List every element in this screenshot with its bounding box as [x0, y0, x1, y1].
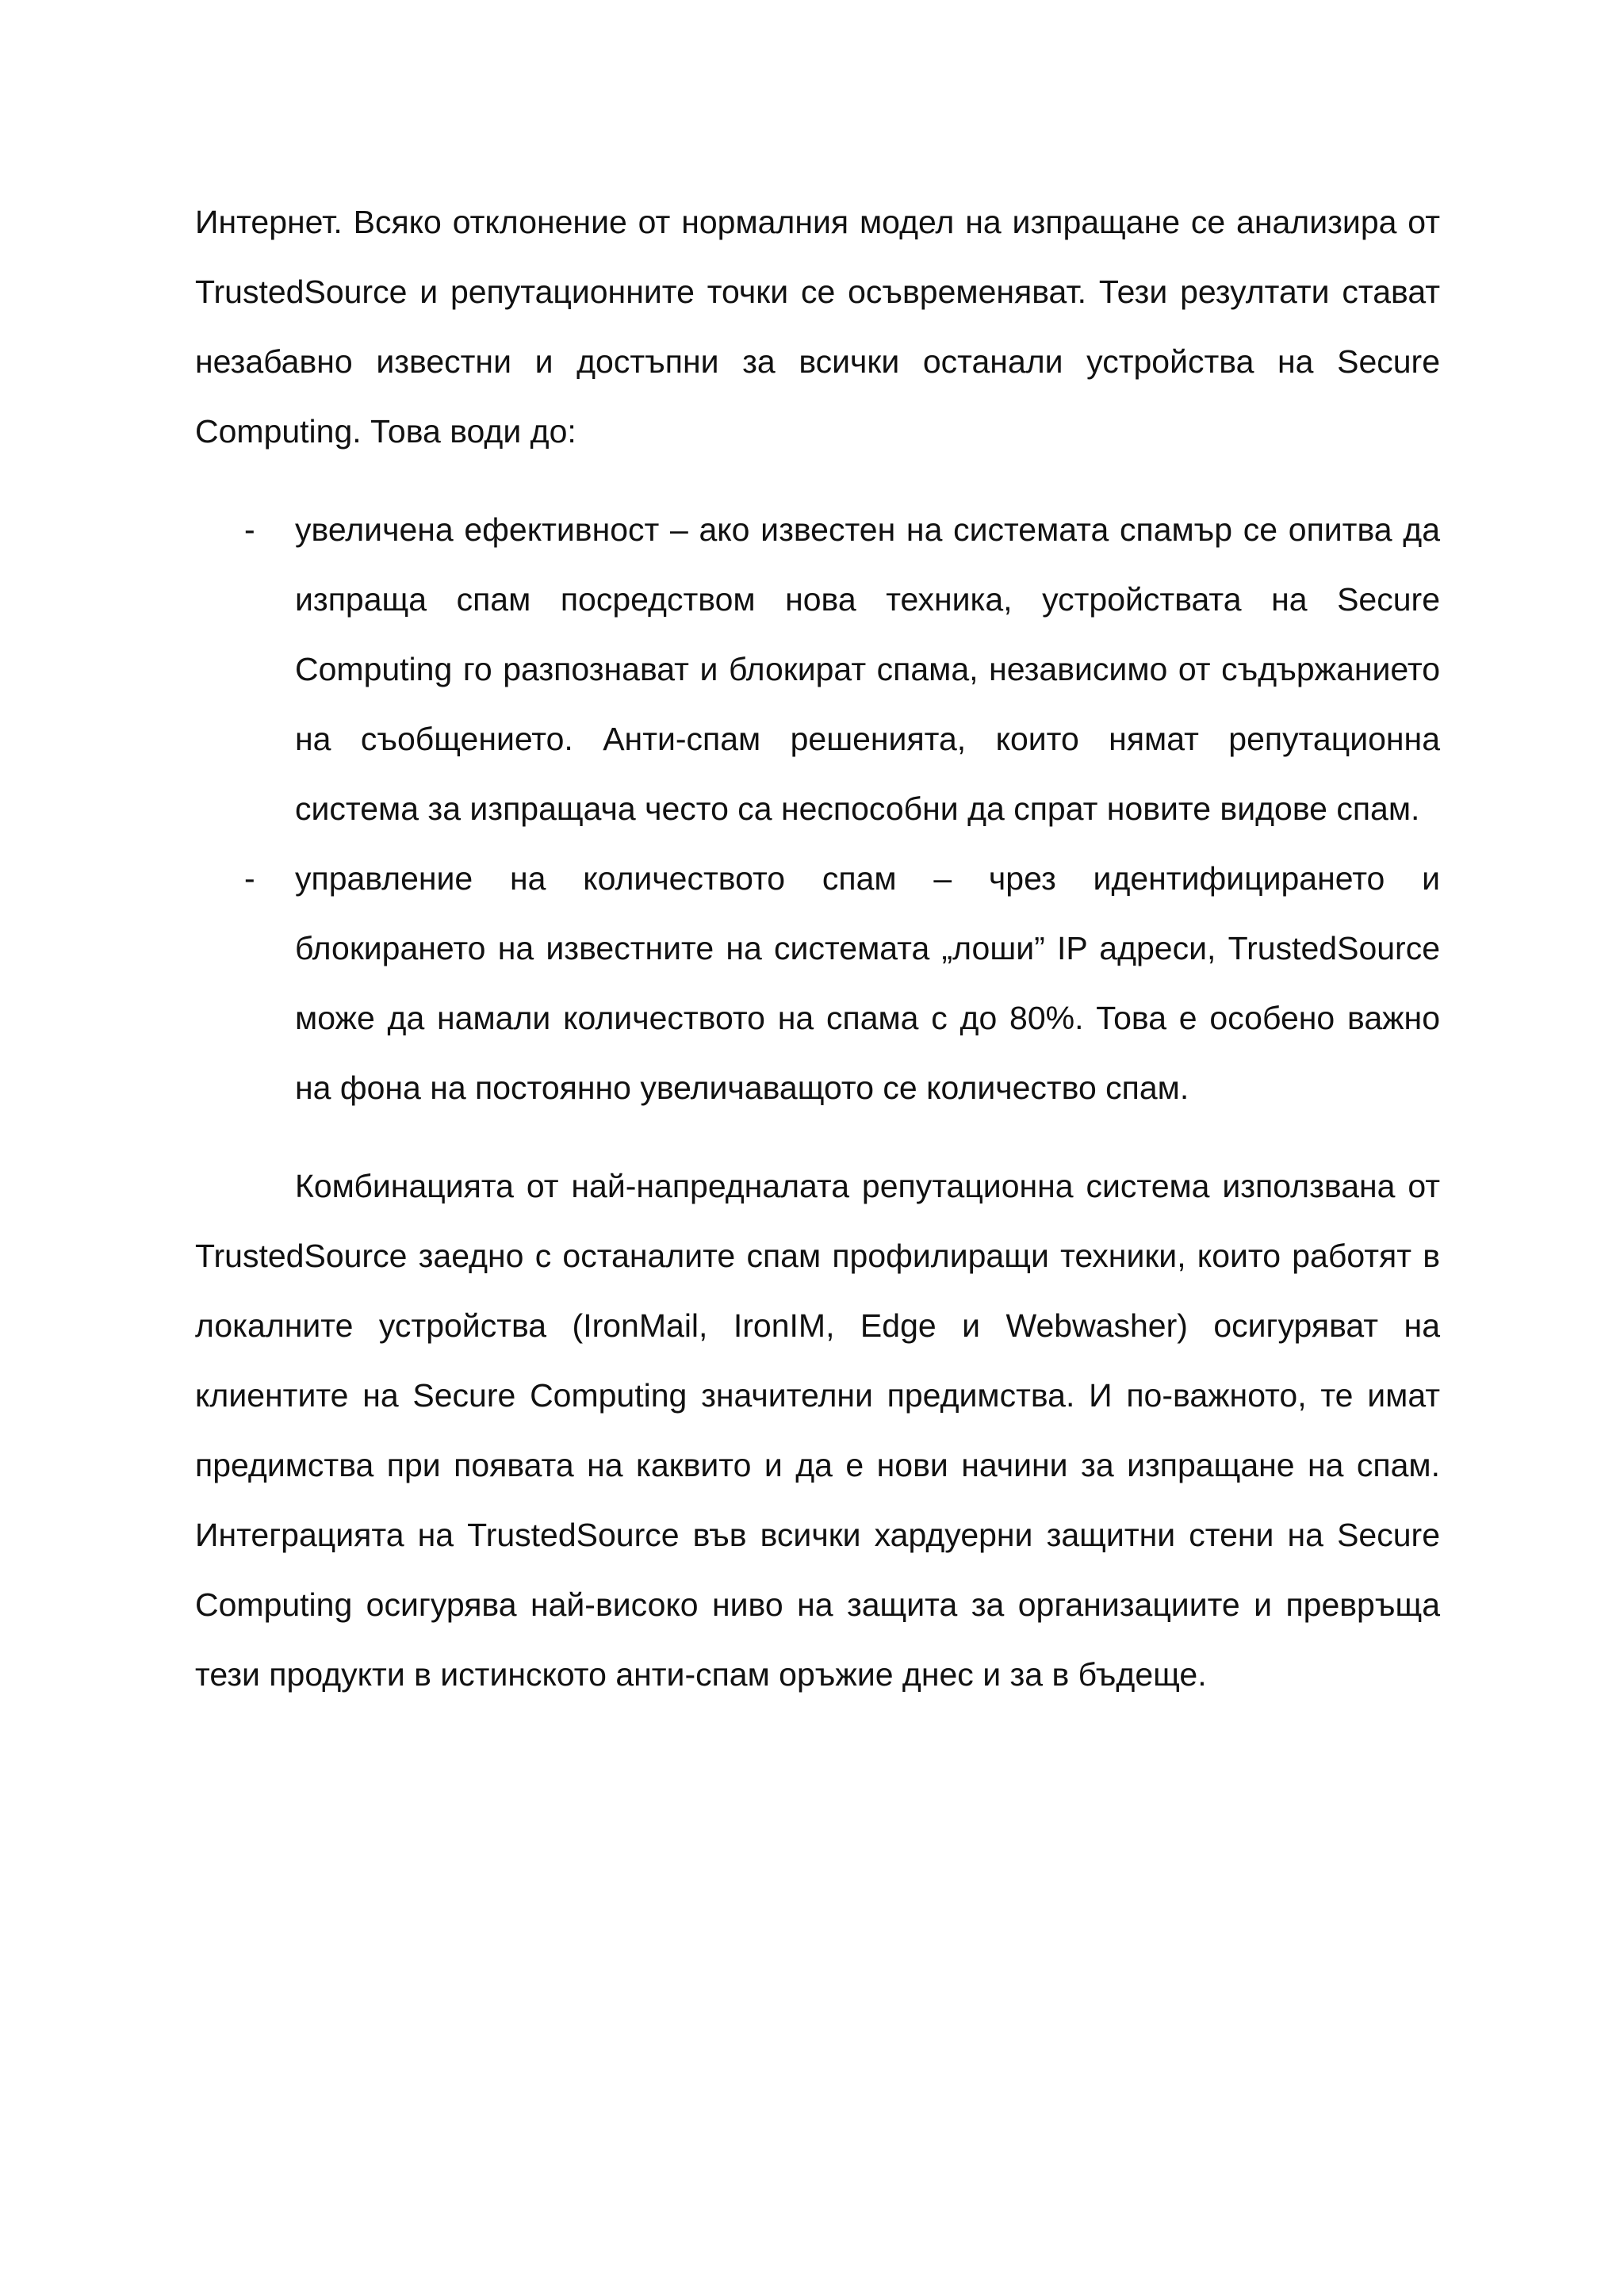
bullet-item-volume: [195, 844, 1440, 1123]
bullet-marker: -: [244, 511, 255, 548]
bullet-text: увеличена ефективност – ако известен на системата спамър се опитва да изпраща спам посредством нова техника, устройствата на Secure Computing го разпознават и блокират спама, независимо от съдържанието на съобщението. Анти-спам решенията, които нямат репутационна система за изпращача често са неспособни да спрат новите видове спам.: [295, 511, 1440, 827]
bullet-text: управление на количеството спам – чрез идентифицирането и блокирането на известните на системата „лоши” IP адреси, TrustedSource може да намали количеството на спама с до 80%. Това е особено важно на фона на постоянно увеличаващото се количество спам.: [295, 860, 1440, 1106]
bullet-list: [195, 495, 1440, 1123]
closing-paragraph: Комбинацията от най-напредналата репутационна система използвана от TrustedSource заедно с останалите спам профилиращи техники, които работят в локалните устройства (IronMail, IronIM, Edge и Webwasher) осигуряват на клиентите на Secure Computing значителни предимства. И по-важното, те имат предимства при появата на каквито и да е нови начини за изпращане на спам. Интеграцията на TrustedSource във всички хардуерни защитни стени на Secure Computing осигурява най-високо ниво на защита за организациите и превръща тези продукти в истинското анти-спам оръжие днес и за в бъдеще.: [195, 1168, 1440, 1693]
document-body: [195, 187, 1440, 1709]
intro-paragraph: Интернет. Всяко отклонение от нормалния модел на изпращане се анализира от TrustedSource и репутационните точки се осъвременяват. Тези резултати стават незабавно известни и достъпни за всички останали устройства на Secure Computing. Това води до:: [195, 204, 1440, 450]
bullet-item-efficiency: [195, 495, 1440, 844]
bullet-marker: -: [244, 860, 255, 897]
